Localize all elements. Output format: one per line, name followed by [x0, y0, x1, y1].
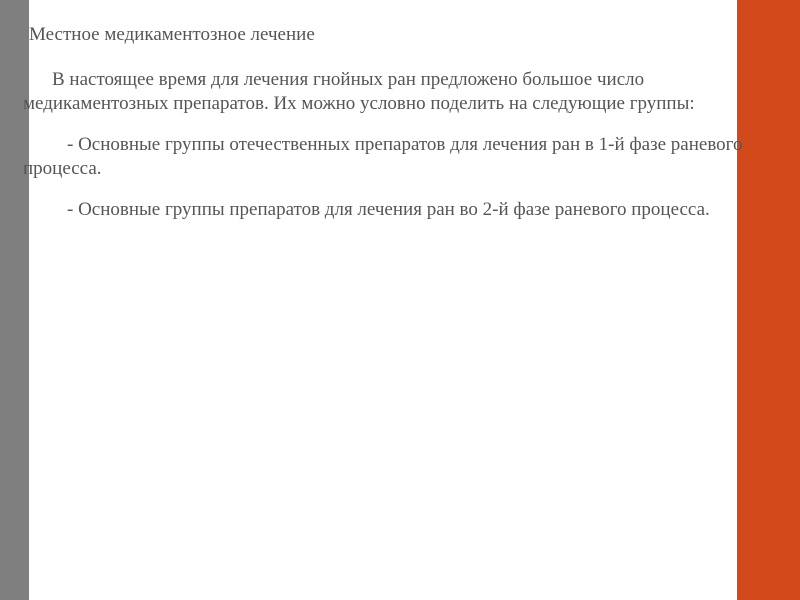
- intro-paragraph: В настоящее время для лечения гнойных ран предложено большое число медикаментозных препаратов. Их можно условно поделить на следующие группы:: [23, 69, 695, 114]
- group-item-phase-2: - Основные группы препаратов для лечения ран во 2-й фазе раневого процесса.: [67, 199, 710, 220]
- slide-title: Местное медикаментозное лечение: [29, 24, 315, 45]
- group-item-phase-1: - Основные группы отечественных препаратов для лечения ран в 1-й фазе раневого процесса.: [23, 134, 743, 179]
- slide-content: [23, 23, 768, 222]
